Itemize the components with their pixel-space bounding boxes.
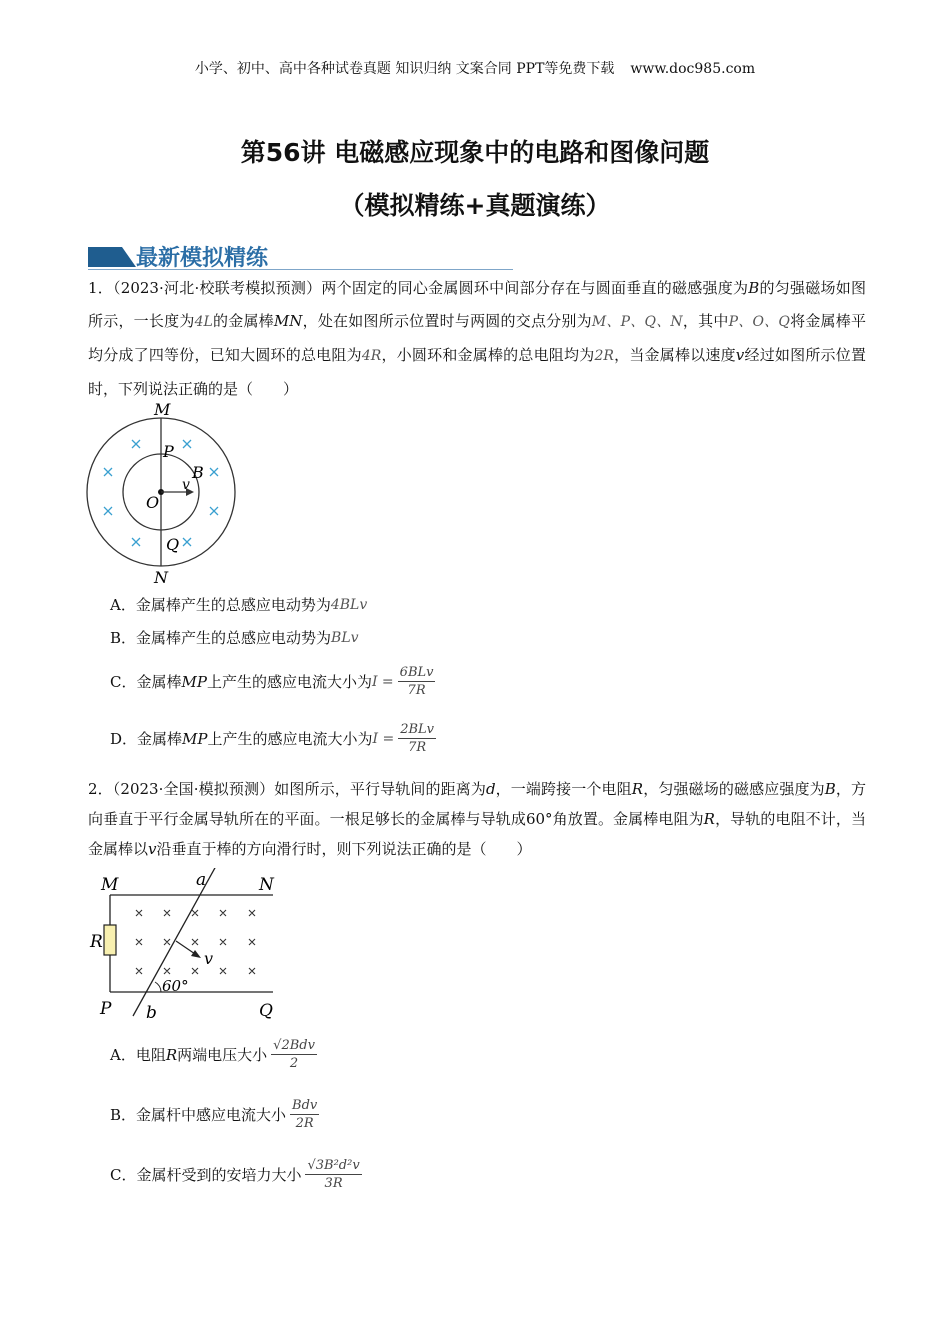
svg-text:Q: Q	[259, 1001, 273, 1021]
header-text: 小学、初中、高中各种试卷真题 知识归纳 文案合同 PPT等免费下载	[194, 61, 615, 77]
q1-option-a[interactable]: A．金属棒产生的总感应电动势为 4BLv	[110, 596, 368, 614]
q1-option-b[interactable]: B．金属棒产生的总感应电动势为 BLv	[110, 629, 359, 647]
figure-concentric-rings	[82, 400, 242, 588]
svg-text:M: M	[154, 400, 171, 419]
q1-option-c[interactable]: C．金属棒 MP 上产生的感应电流大小为 I = $\frac{\text{6BLv}}{7R}$	[110, 665, 434, 698]
section-title: 最新模拟精练	[136, 246, 269, 271]
svg-text:60°: 60°	[162, 977, 189, 995]
svg-text:P: P	[163, 442, 174, 461]
q2-option-b[interactable]: B．金属杆中感应电流大小 $\frac{\text{Bdv}}{2R}$	[110, 1098, 318, 1131]
svg-text:N: N	[259, 875, 274, 895]
svg-text:Q: Q	[166, 535, 180, 554]
svg-text:O: O	[146, 493, 160, 512]
question-2-text: 2．（2023·全国·模拟预测）如图所示，平行导轨间的距离为d，一端跨接一个电阻R，匀强磁场的磁感应强度为B，方向垂直于平行金属导轨所在的平面。一根足够长的金属棒与导轨成60°角放置。金属棒电阻为R，导轨的电阻不计，当金属棒以v沿垂直于棒的方向滑行时，则下列说法正确的是（ ）	[88, 780, 866, 858]
q1-option-d[interactable]: D．金属棒 MP 上产生的感应电流大小为 I = $\frac{\text{2BLv}}{7R}$	[110, 722, 435, 755]
title-line1: 第56讲 电磁感应现象中的电路和图像问题	[240, 138, 710, 167]
svg-text:P: P	[100, 999, 112, 1019]
figure-rails	[88, 868, 288, 1024]
svg-text:a: a	[196, 870, 207, 890]
section-banner	[88, 241, 513, 270]
header-url[interactable]: www.doc985.com	[630, 61, 756, 77]
svg-text:M: M	[101, 875, 119, 895]
svg-text:v: v	[182, 477, 190, 493]
title-line2: （模拟精练+真题演练）	[339, 191, 611, 220]
svg-text:B: B	[192, 463, 204, 482]
question-1-text: 1．（2023·河北·校联考模拟预测）两个固定的同心金属圆环中间部分存在与圆面垂直的磁感强度为B的匀强磁场如图所示，一长度为4L的金属棒MN，处在如图所示位置时与两圆的交点分别为M、P、Q、N，其中P、O、Q将金属棒平均分成了四等份，已知大圆环的总电阻为4R，小圆环和金属棒的总电阻均为2R，当金属棒以速度v经过如图所示位置时，下列说法正确的是（ ）	[88, 279, 866, 398]
page-header	[0, 58, 950, 78]
svg-text:N: N	[154, 568, 168, 587]
q2-option-c[interactable]: C．金属杆受到的安培力大小 $\frac{\text{√3B²d²v}}{3R}$	[110, 1158, 360, 1191]
svg-text:R: R	[90, 932, 103, 952]
svg-text:v: v	[204, 949, 214, 968]
svg-text:b: b	[146, 1003, 157, 1023]
q2-option-a[interactable]: A．电阻 R 两端电压大小 $\frac{\text{√2Bdv}}{2}$	[110, 1038, 315, 1071]
